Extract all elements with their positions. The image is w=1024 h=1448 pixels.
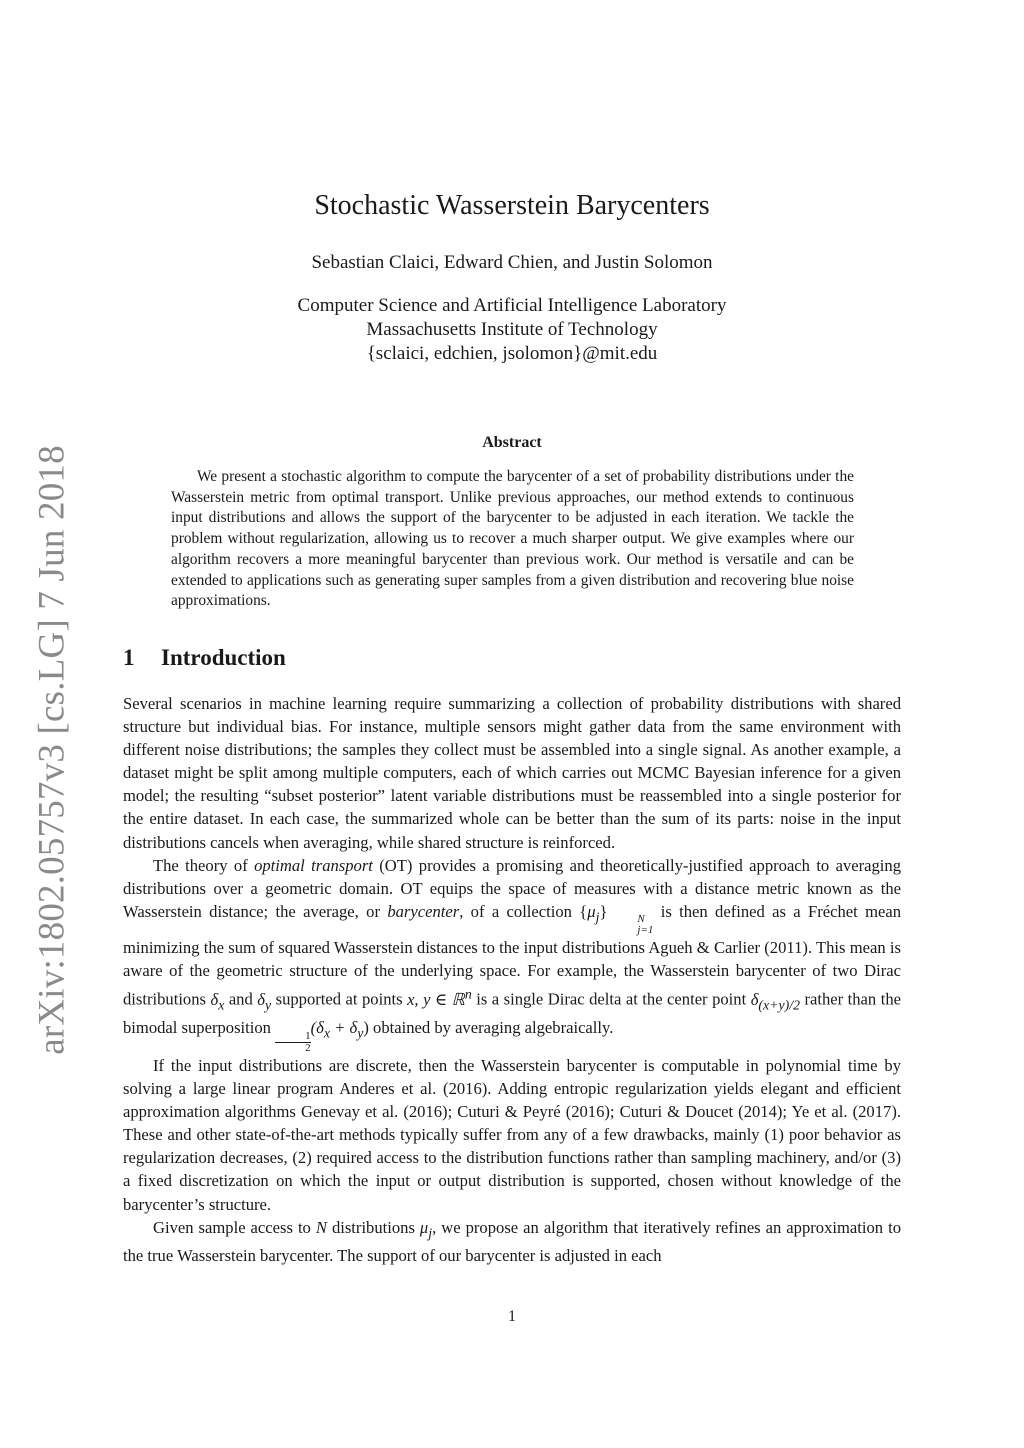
term-optimal-transport: optimal transport — [254, 855, 373, 875]
arxiv-identifier-stamp: arXiv:1802.05757v3 [cs.LG] 7 Jun 2018 — [31, 445, 73, 1055]
abstract-text: We present a stochastic algorithm to compute the barycenter of a set of probability distributions under the Wasserstein metric from optimal transport. Unlike previous approaches, our method extends to continuous input distributions and allows the support of the barycenter to be adjusted in each iteration. We tackle the problem without regularization, allowing us to recover a much sharper output. We give examples where our algorithm recovers a more meaningful barycenter than previous work. Our method is versatile and can be extended to applications such as generating super samples from a given distribution and recovering blue noise approximations. — [171, 468, 854, 610]
math-collection: $\{\mu_j\}$ N j=1 — [579, 901, 654, 936]
affiliation-line: Computer Science and Artificial Intelligence Laboratory — [297, 295, 727, 316]
math-delta-y: $\delta_y$ — [257, 989, 272, 1012]
math-n: N — [315, 1217, 327, 1237]
term-barycenter: barycenter — [387, 901, 460, 921]
paragraph-1: Several scenarios in machine learning require summarizing a collection of probability distributions with shared structure but individual bias. For instance, multiple sensors might gather data from the same environment with different noise distributions; the samples they collect must be assembled into a single signal. As another example, a dataset might be split among multiple computers, each of which carries out MCMC Bayesian inference for a given model; the resulting “subset posterior” latent variable distributions must be reassembled into a single posterior for the entire dataset. In each case, the summarized whole can be better than the sum of its parts: noise in the input distributions cancels when averaging, while shared structure is reinforced. — [123, 694, 901, 852]
math-mu-j: $\mu_j$ — [419, 1217, 433, 1240]
author-emails: {sclaici, edchien, jsolomon}@mit.edu — [366, 343, 658, 364]
paragraph-2: The theory of optimal transport (OT) provides a promising and theoretically-justified approach to averaging distributions over a geometric domain. OT equips the space of measures with a distance metric known as the Wasserstein distance; the average, or barycenter, of a collection $\{\mu_j\}$ N j=1 is then defined as a Fréchet mean minimizing the sum of squared Wasserstein distances to the input distributions Agueh & Carlier (2011). This mean is aware of the geometric structure of the underlying space. For example, the Wasserstein barycenter of two Dirac distributions $\delta_x$ and $\delta_y$ supported at points x, y ∈ ℝ$^n$ is a single Dirac delta at the center point $\delta_{(x+y)/2}$ rather than the bimodal superposition $\frac{1}{2}$ $(\delta_x + \delta_y)$ obtained by averaging algebraically. — [123, 855, 902, 1054]
paper-title: Stochastic Wasserstein Barycenters — [314, 190, 710, 221]
math-delta-x: $\delta_x$ — [210, 989, 225, 1012]
math-delta-center: $\delta_{(x+y)/2}$ — [750, 989, 800, 1012]
section-title: Introduction — [161, 645, 286, 670]
affiliation-line: Massachusetts Institute of Technology — [366, 319, 658, 340]
section-heading — [123, 645, 286, 671]
math-points: x, y ∈ ℝ$^n$ — [407, 986, 472, 1009]
affiliation-block — [0, 294, 1024, 366]
math-superposition: $\frac{1}{2}$ $(\delta_x + \delta_y)$ — [275, 1018, 369, 1037]
author-list: Sebastian Claici, Edward Chien, and Justin Solomon — [311, 252, 713, 273]
paragraph-4: Given sample access to N distributions $\mu_j$, we propose an algorithm that iteratively refines an approximation to the true Wasserstein barycenter. The support of our barycenter is adjusted in each — [123, 1217, 901, 1266]
abstract-heading: Abstract — [482, 434, 542, 451]
section-number: 1 — [123, 645, 135, 670]
paragraph-3: If the input distributions are discrete, then the Wasserstein barycenter is computable in polynomial time by solving a large linear program Anderes et al. (2016). Adding entropic regularization yields elegant and efficient approximation algorithms Genevay et al. (2016); Cuturi & Peyré (2016); Cuturi & Doucet (2014); Ye et al. (2017). These and other state-of-the-art methods typically suffer from any of a few drawbacks, mainly (1) poor behavior as regularization decreases, (2) required access to the distribution functions rather than sampling machinery, and/or (3) a fixed discretization on which the input or output distribution is supported, chosen without knowledge of the barycenter’s structure. — [123, 1055, 901, 1214]
introduction-body — [123, 692, 901, 1267]
page-number: 1 — [508, 1308, 516, 1325]
